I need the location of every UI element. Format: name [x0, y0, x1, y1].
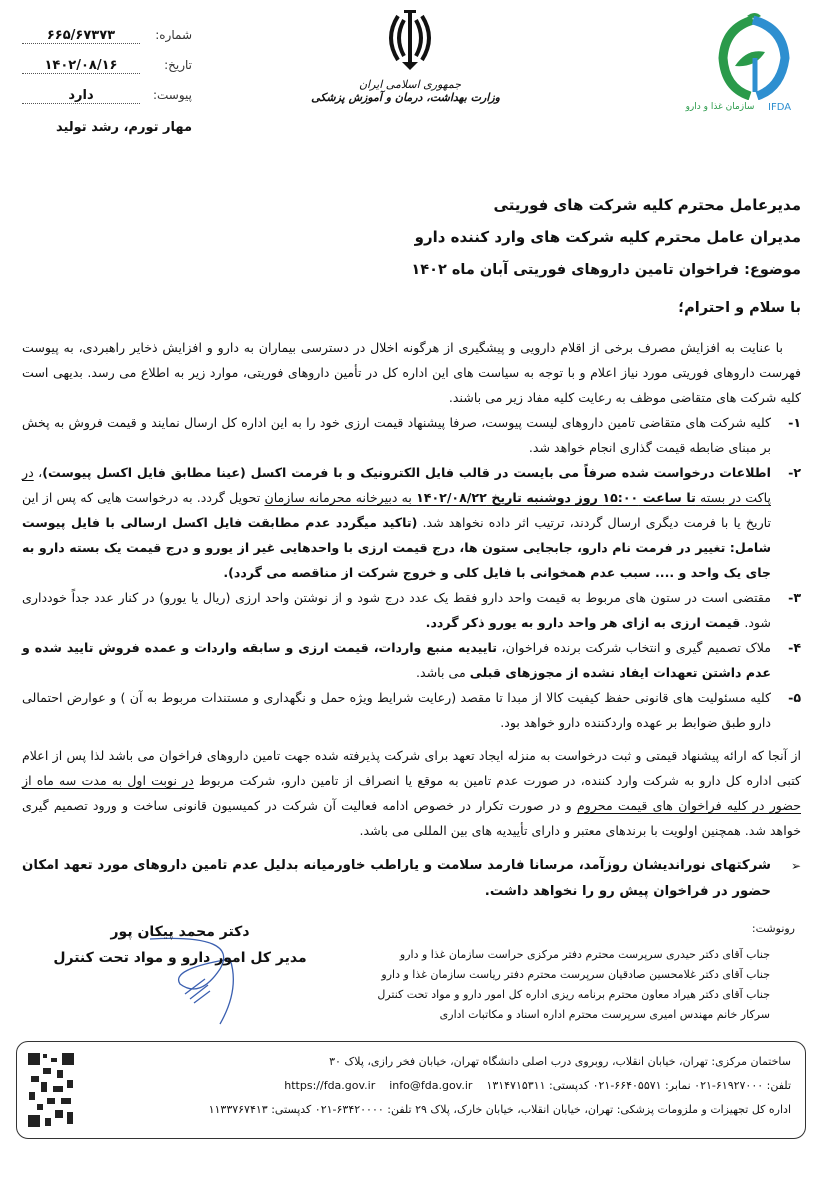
item-text: [22, 585, 771, 635]
logo-text: IFDA: [768, 102, 792, 113]
text-segment: در پاکت در بسته: [22, 465, 771, 505]
text-segment: ،: [33, 465, 43, 480]
text-segment: تاییدیه منبع واردات، قیمت ارزی و سابقه واردات و عمده فروش تایید شده و عدم داشتن تعهدات ایفاد نشده از مجوزهای قبلی: [22, 640, 771, 680]
ifda-logo-icon: [695, 8, 805, 100]
emblem-country: جمهوری اسلامی ایران: [358, 78, 462, 91]
list-item: [22, 685, 801, 735]
item-number: ۳-: [788, 590, 801, 605]
text-segment: ملاک تصمیم گیری و انتخاب شرکت برنده فراخوان،: [496, 640, 771, 655]
item-number: ۵-: [788, 690, 801, 705]
iran-emblem-icon: [382, 8, 438, 72]
closing-paragraph: [22, 743, 801, 843]
addressee-2: مدیران عامل محترم کلیه شرکت های وارد کننده دارو: [414, 228, 801, 246]
logo-caption: سازمان غذا و دارو: [685, 102, 755, 112]
letter-meta: [22, 28, 192, 135]
notice-text: شرکتهای نوراندیشان روزآمد، مرسانا فارمد سلامت و یاراطب خاورمیانه بدلیل عدم تامین داروهای مورد تعهد امکان حضور در فراخوان پیش رو را نخواهد داشت.: [22, 858, 771, 899]
text-segment: (تاکید میگردد عدم مطابقت فایل اکسل ارسالی با فایل پیوست شامل: تغییر در فرمت نام دارو، جابجایی ستون ها، درج قیمت ارزی با واحدهایی غیر از یورو و درج قیمت یک بسته دارو به جای یک واحد و .... سبب عدم همخوانی با فایل کلی و خروج شرکت از مناقصه می گردد).: [22, 515, 771, 580]
text-segment: تا ساعت ۱۵:۰۰ روز دوشنبه تاریخ ۱۴۰۲/۰۸/۲۲: [416, 490, 696, 505]
cc-line: سرکار خانم مهندس امیری سرپرست محترم اداره اسناد و مکاتبات اداری: [439, 1008, 770, 1021]
ministry-emblem-block: [311, 8, 500, 104]
signature-and-cc: [40, 919, 795, 1029]
attachment-label: پیوست:: [152, 88, 192, 102]
letter-number: ۶۶۵/۶۷۳۷۳: [22, 28, 140, 44]
list-item: [22, 635, 801, 685]
letter-body: [22, 335, 801, 905]
letter-date-row: [22, 58, 192, 88]
footer-website[interactable]: https://fda.gov.ir: [284, 1079, 376, 1092]
item-number: ۲-: [788, 465, 801, 480]
list-item: [22, 460, 801, 585]
footer-branch: اداره کل تجهیزات و ملزومات پزشکی: تهران، خیابان انقلاب، خیابان خارک، پلاک ۲۹ تلفن: ۶۳۴۲۰۰۰۰-۰۲۱ کدپستی: ۱۱۳۳۷۶۷۴۱۳: [208, 1103, 791, 1116]
letter-date: ۱۴۰۲/۰۸/۱۶: [22, 58, 140, 74]
excluded-companies-notice: [22, 853, 801, 905]
cc-heading: رونوشت:: [751, 922, 795, 935]
footer-email[interactable]: info@fda.gov.ir: [389, 1079, 473, 1092]
signatory-title: مدیر کل امور دارو و مواد تحت کنترل: [53, 950, 307, 966]
letter-number-label: شماره:: [155, 28, 192, 42]
text-segment: اطلاعات درخواست شده صرفاً می بایست در قالب فایل الکترونیک و با فرمت اکسل (عینا مطابق فایل اکسل پیوست): [42, 465, 771, 480]
list-item: [22, 585, 801, 635]
addressees: [415, 196, 801, 260]
item-text: [22, 410, 771, 460]
item-number: ۱-: [788, 415, 801, 430]
footer-lines: [89, 1050, 791, 1122]
item-text: [22, 460, 771, 585]
text-segment: به دبیرخانه محرمانه سازمان: [264, 490, 417, 505]
item-text: [22, 635, 771, 685]
letter-number-row: [22, 28, 192, 58]
footer-phone: تلفن: ۶۱۹۲۷۰۰۰-۰۲۱ نمابر: ۶۶۴۰۵۵۷۱-۰۲۱ کدپستی: ۱۳۱۴۷۱۵۳۱۱: [486, 1079, 791, 1092]
cc-line: جناب آقای دکتر غلامحسین صادقیان سرپرست محترم دفتر ریاست سازمان غذا و دارو: [381, 968, 770, 981]
year-motto: مهار تورم، رشد تولید: [55, 120, 192, 135]
cc-line: جناب آقای دکتر حیدری سرپرست محترم دفتر مرکزی حراست سازمان غذا و دارو: [399, 948, 770, 961]
cc-list: [377, 919, 795, 1025]
text-segment: می باشد.: [415, 665, 470, 680]
letterhead-footer: [16, 1041, 806, 1139]
addressee-1: مدیرعامل محترم کلیه شرکت های فوریتی: [493, 196, 801, 214]
arrow-bullet-icon: ➢: [790, 859, 801, 873]
emblem-ministry: وزارت بهداشت، درمان و آموزش پزشکی: [311, 91, 500, 104]
intro-paragraph: با عنایت به افزایش مصرف برخی از اقلام دارویی و پیشگیری از هرگونه اخلال در دسترسی بیماران به دارو و افزایش ذخایر راهبردی، به پیوست فهرست داروهای فوریتی مورد نیاز اعلام و با توجه به سیاست های این اداره کل در تأمین داروهای فوریتی، موارد زیر به اطلاع می رسد. بدیهی است کلیه شرکت های متقاضی موظف به رعایت کلیه مفاد زیر می باشند.: [22, 340, 801, 405]
greeting: با سلام و احترام؛: [678, 300, 801, 316]
attachment-value: دارد: [22, 88, 140, 104]
text-segment: مقتضی است در ستون های مربوط به قیمت واحد دارو فقط یک عدد درج شود و از نوشتن واحد ارزی (ریال یا یورو) در کنار عدد جداً خودداری شود.: [22, 590, 771, 630]
signatory-name: دکتر محمد پیکان پور: [110, 924, 250, 940]
letter-header-area: [0, 0, 823, 335]
attachment-row: [22, 88, 192, 118]
text-segment: و در صورت تکرار در خصوص ادامه فعالیت آن شرکت در کمیسیون قانونی ساخت و ورود تصمیم گیری خواهد شد. همچنین اولویت با برندهای معتبر و دارای تأییدیه های بین المللی می باشد.: [22, 798, 801, 838]
list-item: [22, 410, 801, 460]
text-segment: تحویل گردد. به درخواست هایی که پس از این تاریخ یا با فرمت دیگری ارسال گردند، ترتیب اثر داده نخواهد شد.: [22, 490, 771, 530]
text-segment: قیمت ارزی به ازای هر واحد دارو به یورو ذکر گردد.: [425, 615, 741, 630]
footer-contact: [89, 1074, 791, 1098]
text-segment: در نوبت اول به مدت سه ماه از حضور در کلیه فراخوان های قیمت محروم: [22, 773, 801, 813]
text-segment: کلیه شرکت های متقاضی تامین داروهای لیست پیوست، صرفا پیشنهاد قیمت ارزی خود را به این اداره کل ارسال نمایند و قیمت فروش به پخش بر مبنای ضابطه قیمت گذاری انجام خواهد شد.: [22, 415, 771, 455]
qr-code-icon: [27, 1052, 75, 1128]
footer-address: ساختمان مرکزی: تهران، خیابان انقلاب، روبروی درب اصلی دانشگاه تهران، خیابان فخر رازی، پلاک ۳۰: [329, 1055, 791, 1068]
signature-block: [40, 919, 320, 1029]
subject-line: موضوع: فراخوان تامین داروهای فوریتی آبان ماه ۱۴۰۲: [411, 262, 801, 278]
cc-line: جناب آقای دکتر هیراد معاون محترم برنامه ریزی اداره کل امور دارو و مواد تحت کنترل: [377, 988, 770, 1001]
item-number: ۴-: [788, 640, 801, 655]
ifda-logo: [680, 8, 805, 133]
letter-date-label: تاریخ:: [164, 58, 192, 72]
item-text: [22, 685, 771, 735]
text-segment: از آنجا که ارائه پیشنهاد قیمتی و ثبت درخواست به منزله ایجاد تعهد برای شرکت پذیرفته شده جهت تامین داروهای فراخوان می باشد لذا پس از اعلام کتبی اداره کل دارو به شرکت وارد کننده، در صورت عدم تامین به موقع یا انصراف از تامین دارو، شرکت مربوط: [22, 748, 801, 788]
text-segment: کلیه مسئولیت های قانونی حفظ کیفیت کالا از مبدا تا مقصد (رعایت شرایط ویژه حمل و نگهداری و مستندات مربوط به آن ) و عوارض احتمالی دارو طبق ضوابط بر عهده واردکننده دارو خواهد بود.: [22, 690, 771, 730]
